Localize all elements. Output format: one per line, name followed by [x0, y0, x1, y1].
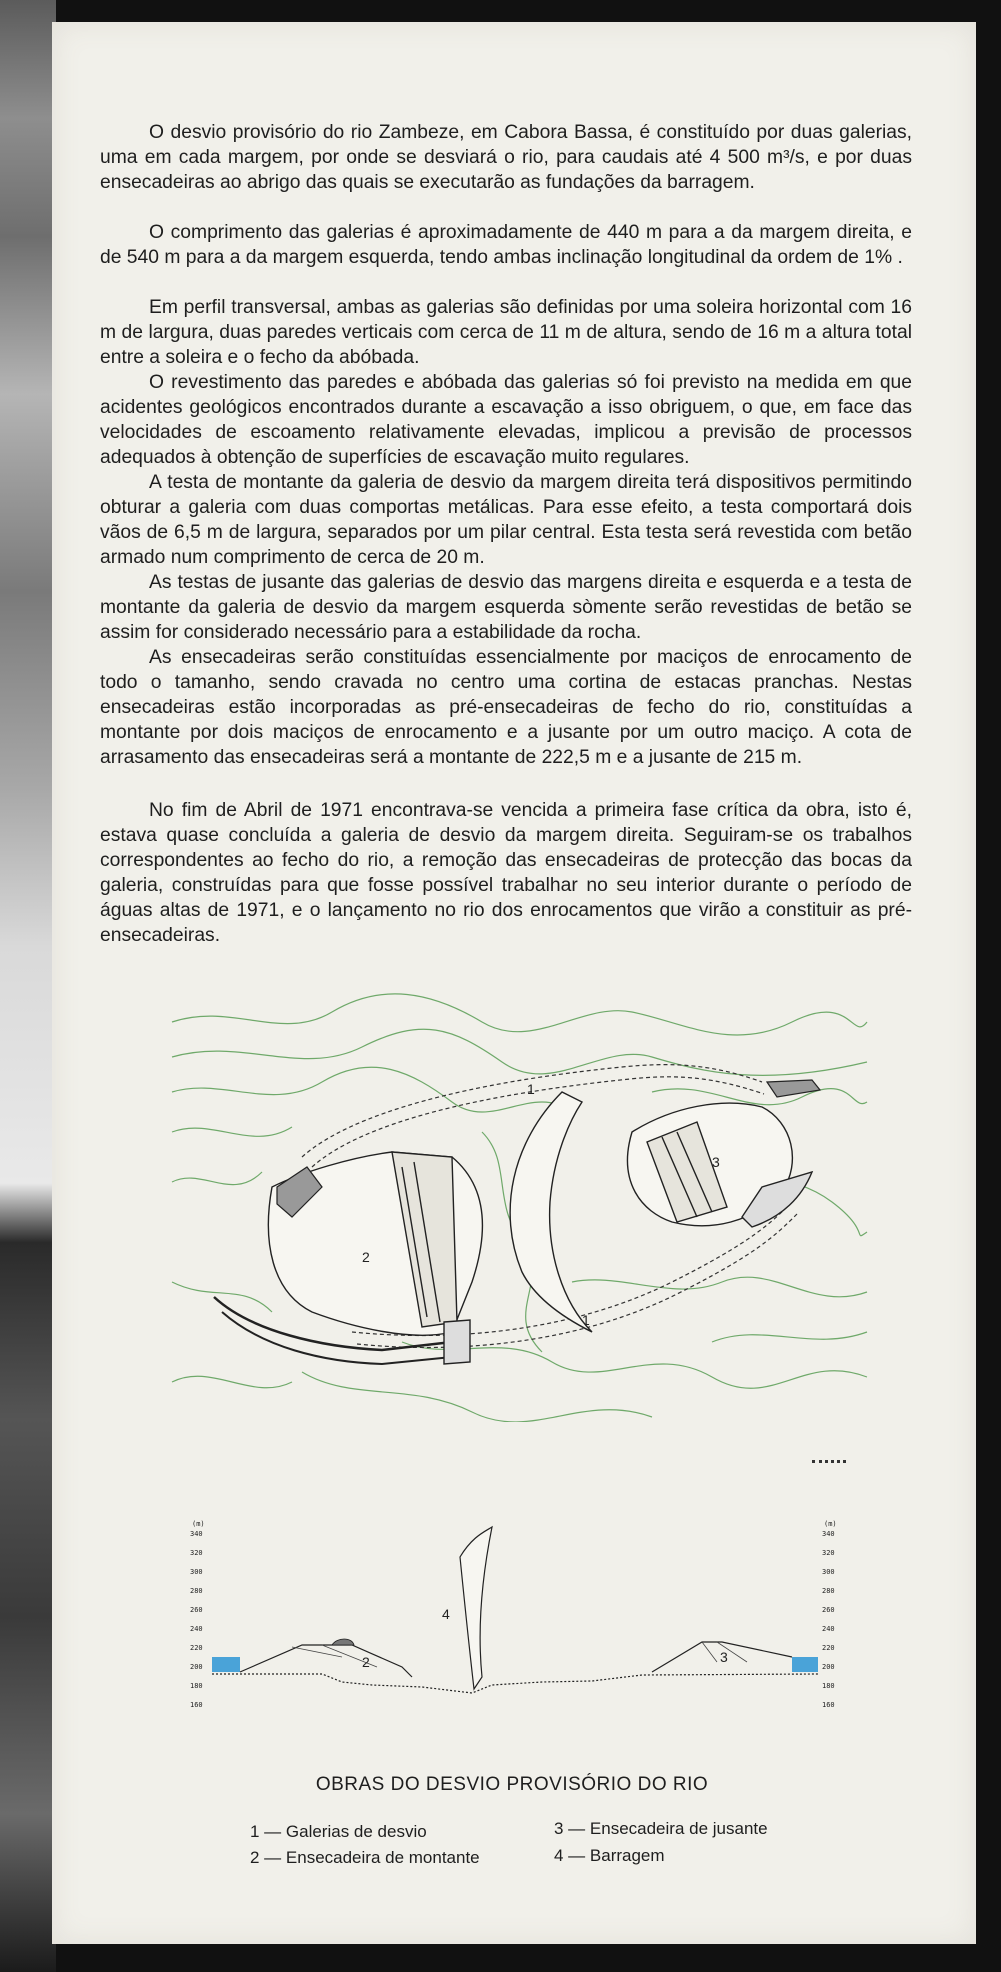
axis-left-tick-180: 180 — [190, 1682, 203, 1690]
axis-right-tick-260: 260 — [822, 1606, 835, 1614]
axis-left-tick-220: 220 — [190, 1644, 203, 1652]
water-upstream — [212, 1657, 240, 1672]
axis-left — [190, 1520, 205, 1709]
axis-right-tick-180: 180 — [822, 1682, 835, 1690]
paragraph-1: O desvio provisório do rio Zambeze, em Cabora Bassa, é constituído por duas galerias, uma em cada margem, por onde se desviará o rio, para caudais até 4 500 m³/s, e por duas ensecadeiras ao abrigo das quais se executarão as fundações da barragem. — [100, 122, 912, 193]
site-plan-map — [152, 982, 872, 1422]
paragraph-8: No fim de Abril de 1971 encontrava-se vencida a primeira fase crítica da obra, isto é, estava quase concluída a galeria de desvio da margem direita. Seguiram-se os trabalhos correspondentes ao fecho do rio, a remoção das ensecadeiras de protecção das bocas da galeria, construídas para que fosse possível trabalhar no seu interior durante o período de águas altas de 1971, e o lançamento no rio dos enrocamentos que virão a constituir as pré-ensecadeiras. — [100, 800, 912, 946]
map-label-ensecadeira-montante: 2 — [362, 1249, 370, 1265]
profile-label-montante: 2 — [362, 1654, 370, 1670]
profile-label-jusante: 3 — [720, 1649, 728, 1665]
gallery-portal-downstream — [767, 1080, 820, 1097]
paragraph-6: As testas de jusante das galerias de desvio das margens direita e esquerda e a testa de montante da galeria de desvio da margem esquerda sòmente serão revestidas de betão se assim for considerado necessário para a estabilidade da rocha. — [100, 572, 912, 643]
axis-right-tick-200: 200 — [822, 1663, 835, 1671]
paragraph-4: O revestimento das paredes e abóbada das galerias só foi previsto na medida em que acidentes geológicos encontrados durante a escavação a isso obriguem, o que, em face das velocidades de escoamento relativamente elevadas, implicou a previsão de processos adequados à obtenção de superfícies de escavação muito regulares. — [100, 372, 912, 468]
axis-left-tick-280: 280 — [190, 1587, 203, 1595]
axis-right-tick-160: 160 — [822, 1701, 835, 1709]
paragraph-2: O comprimento das galerias é aproximadamente de 440 m para a da margem direita, e de 540 m para a da margem esquerda, tendo ambas inclinação longitudinal da ordem de 1% . — [100, 222, 912, 268]
legend-item-3: 3 — Ensecadeira de jusante — [554, 1819, 768, 1838]
map-label-galeria-1-top: 1 — [527, 1081, 535, 1097]
profile-label-barragem: 4 — [442, 1606, 450, 1622]
legend-item-4: 4 — Barragem — [554, 1846, 665, 1865]
water-downstream — [792, 1657, 818, 1672]
paragraph-3: Em perfil transversal, ambas as galerias são definidas por uma soleira horizontal com 16 m de largura, duas paredes verticais com cerca de 11 m de altura, sendo de 16 m a altura total entre a soleira e o fecho da abóbada. — [100, 297, 912, 368]
cross-section-profile — [172, 1517, 872, 1732]
map-scale-bar — [812, 1460, 846, 1469]
legend-item-1: 1 — Galerias de desvio — [250, 1822, 427, 1841]
figure-title: OBRAS DO DESVIO PROVISÓRIO DO RIO — [315, 1774, 709, 1795]
axis-left-tick-260: 260 — [190, 1606, 203, 1614]
axis-left-tick-160: 160 — [190, 1701, 203, 1709]
dam-section — [460, 1527, 492, 1689]
axis-right-tick-340: 340 — [822, 1530, 835, 1538]
riverbed-line — [212, 1674, 818, 1693]
axis-right-unit: (m) — [824, 1520, 837, 1528]
ensecadeira-montante-section — [240, 1645, 412, 1677]
axis-right-tick-280: 280 — [822, 1587, 835, 1595]
river-channel — [510, 1092, 592, 1332]
ensecadeira-montante-shape — [214, 1152, 482, 1364]
axis-left-tick-200: 200 — [190, 1663, 203, 1671]
axis-right-tick-300: 300 — [822, 1568, 835, 1576]
adjacent-page-photo-strip — [0, 0, 56, 1972]
axis-left-unit: (m) — [192, 1520, 205, 1528]
axis-left-tick-340: 340 — [190, 1530, 203, 1538]
axis-right-tick-220: 220 — [822, 1644, 835, 1652]
legend-item-2: 2 — Ensecadeira de montante — [250, 1848, 480, 1867]
document-page — [52, 22, 976, 1944]
paragraph-7: As ensecadeiras serão constituídas essencialmente por maciços de enrocamento de todo o tamanho, sendo cravada no centro uma cortina de estacas pranchas. Nestas ensecadeiras estão incorporadas as pré-ensecadeiras de fecho do rio, constituídas a montante por dois maciços de enrocamento e a jusante por um outro maciço. A cota de arrasamento das ensecadeiras será a montante de 222,5 m e a jusante de 215 m. — [100, 647, 912, 768]
map-label-ensecadeira-jusante: 3 — [712, 1154, 720, 1170]
axis-left-tick-300: 300 — [190, 1568, 203, 1576]
paragraph-5: A testa de montante da galeria de desvio da margem direita terá dispositivos permitindo obturar a galeria com duas comportas metálicas. Para esse efeito, a testa comportará dois vãos de 6,5 m de largura, separados por um pilar central. Esta testa será revestida com betão armado num comprimento de cerca de 20 m. — [100, 472, 912, 568]
axis-left-tick-320: 320 — [190, 1549, 203, 1557]
axis-right — [822, 1520, 837, 1709]
axis-right-tick-240: 240 — [822, 1625, 835, 1633]
axis-right-tick-320: 320 — [822, 1549, 835, 1557]
map-label-galeria-1-bottom: 1 — [582, 1312, 590, 1328]
axis-left-tick-240: 240 — [190, 1625, 203, 1633]
